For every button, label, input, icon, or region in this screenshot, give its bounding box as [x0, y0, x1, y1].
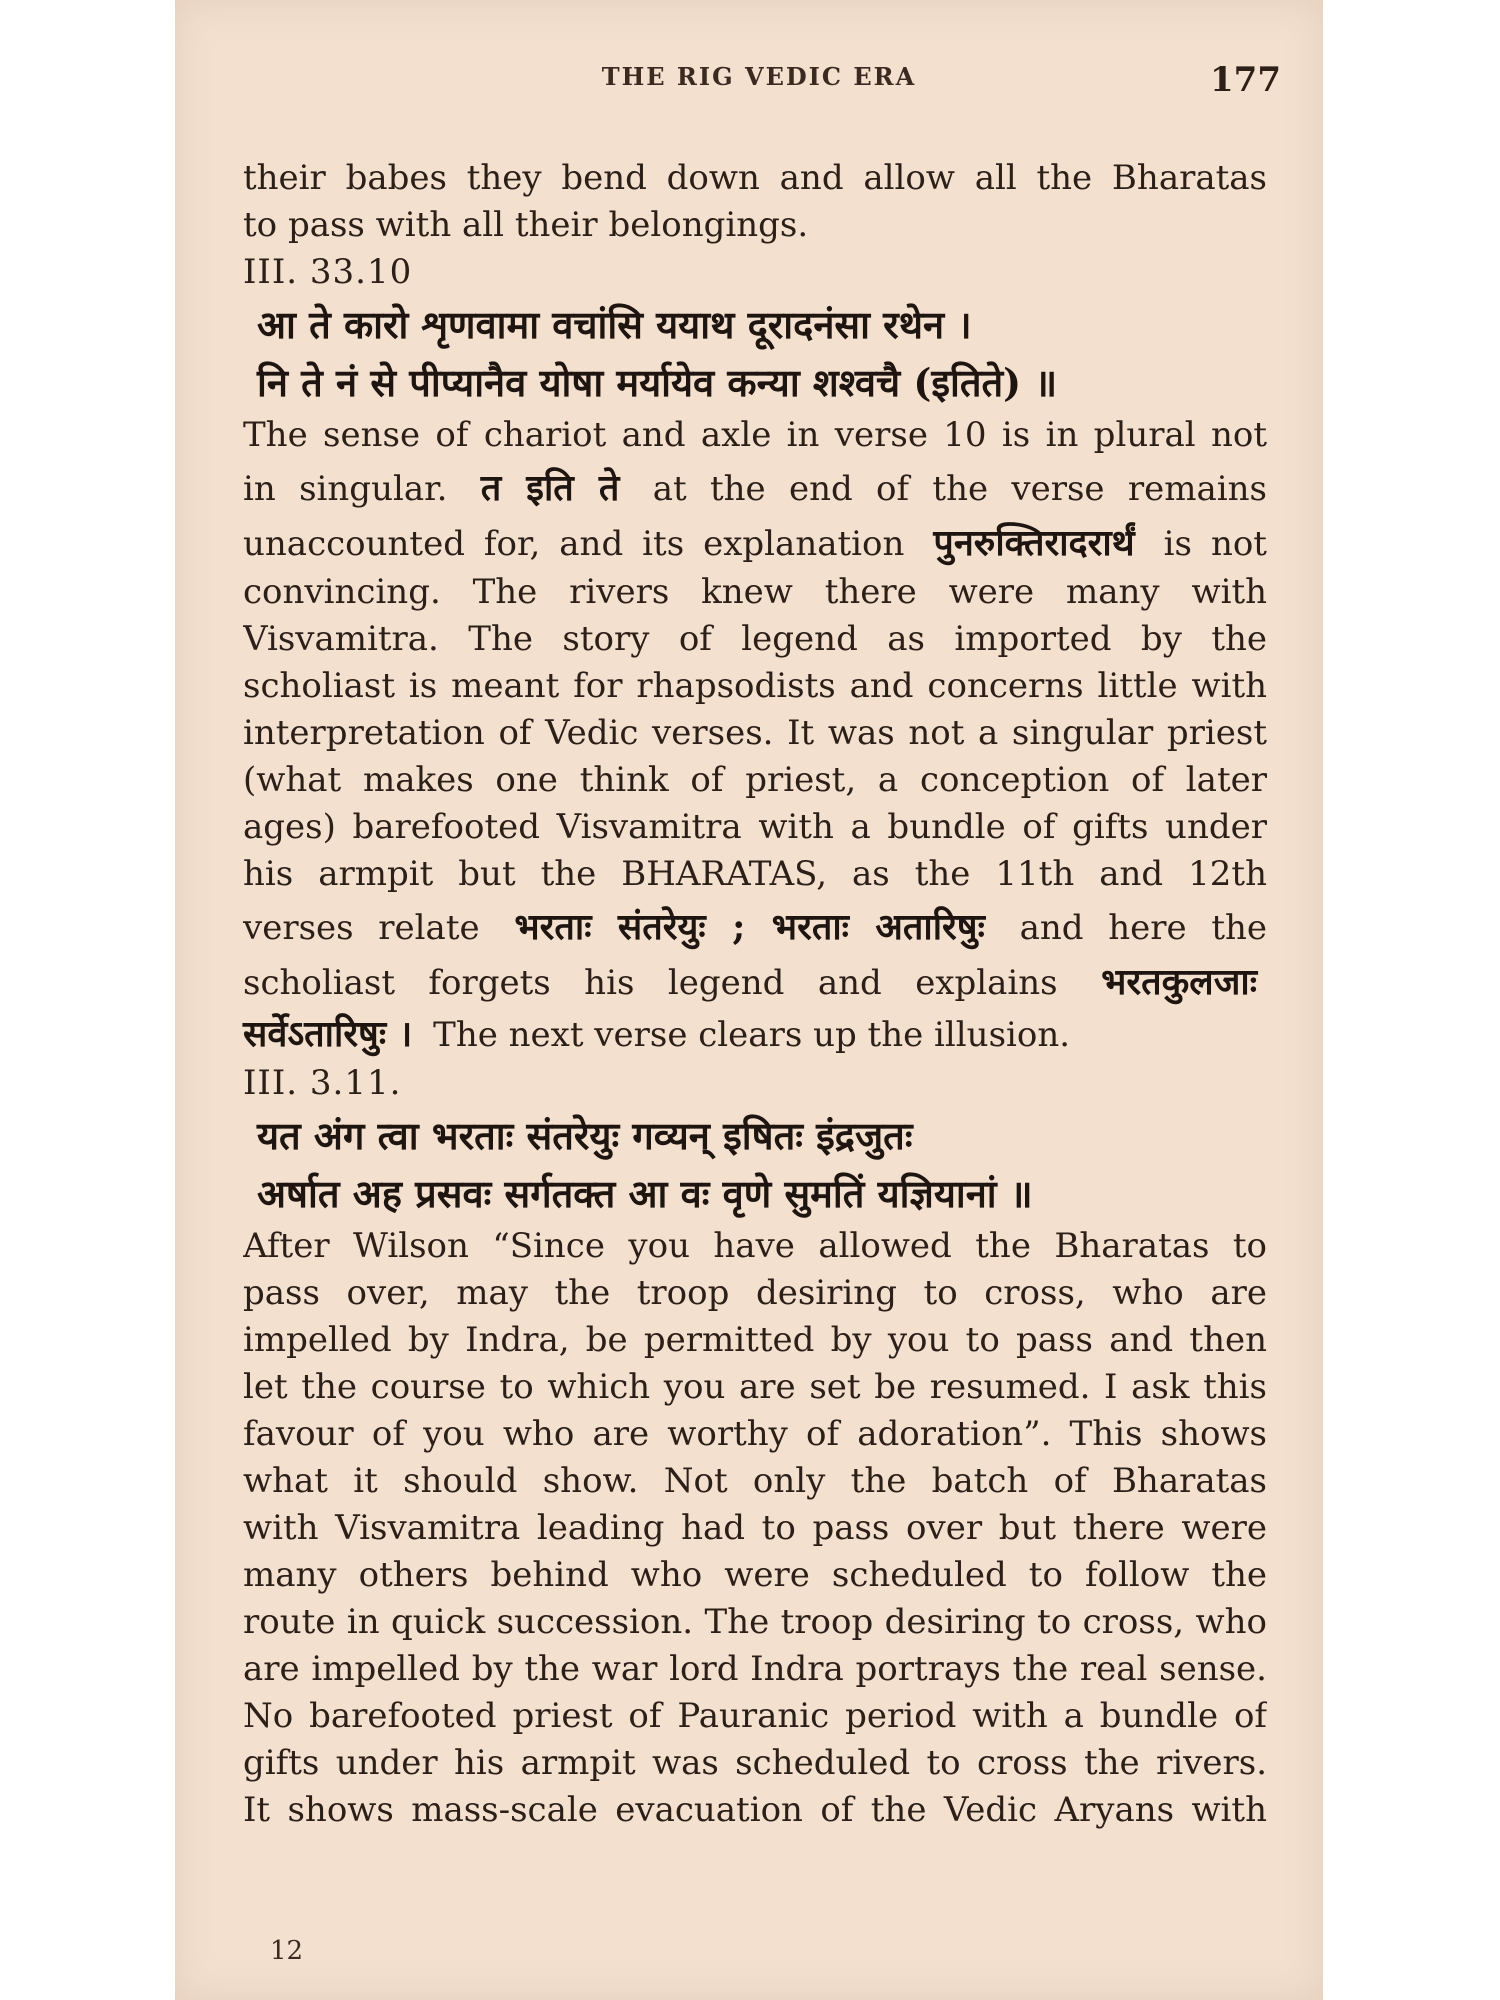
text-line-mixed: [243, 1008, 1267, 1060]
text-line-mixed: [243, 517, 1267, 569]
text-line: route in quick succession. The troop desiring to cross, who: [243, 1602, 1267, 1642]
text-fragment: in singular.: [243, 469, 448, 509]
sanskrit-verse-line: नि ते नं से पीप्यानैव योषा मर्यायेव कन्या शश्वचै (इतिते) ॥: [257, 360, 1058, 405]
text-line: let the course to which you are set be resumed. I ask this: [243, 1367, 1267, 1407]
sanskrit-inline: पुनरुक्तिरादरार्थं: [933, 522, 1135, 564]
sanskrit-inline: सर्वेऽतारिषुः ।: [243, 1013, 413, 1055]
text-line: their babes they bend down and allow all the Bharatas: [243, 158, 1267, 198]
text-line-mixed: [243, 459, 1267, 517]
verse-reference: III. 33.10: [243, 252, 413, 292]
text-line-mixed: [243, 956, 1267, 1008]
text-line: convincing. The rivers knew there were many with: [243, 572, 1267, 612]
signature-mark: 12: [270, 1936, 304, 1966]
text-fragment: is not: [1163, 524, 1267, 564]
book-page: [175, 0, 1323, 2000]
text-line: are impelled by the war lord Indra portrays the real sense.: [243, 1649, 1267, 1689]
sanskrit-inline: त इति ते: [480, 467, 620, 509]
text-line-mixed: [243, 898, 1267, 956]
text-line: ages) barefooted Visvamitra with a bundle of gifts under: [243, 807, 1267, 847]
text-line: many others behind who were scheduled to follow the: [243, 1555, 1267, 1595]
verse-reference: III. 3.11.: [243, 1063, 402, 1103]
sanskrit-verse-line: यत अंग त्वा भरताः संतरेयुः गव्यन् इषितः इंद्रजुतः: [257, 1113, 913, 1158]
text-line: scholiast is meant for rhapsodists and concerns little with: [243, 666, 1267, 706]
page-body: [243, 155, 1267, 1834]
text-line: to pass with all their belongings.: [243, 205, 809, 245]
sanskrit-inline: भरताः संतरेयुः ; भरताः अतारिषुः: [514, 906, 985, 948]
page-number: 177: [1210, 60, 1281, 100]
text-line: pass over, may the troop desiring to cross, who are: [243, 1273, 1267, 1313]
text-fragment: at the end of the verse remains: [652, 469, 1267, 509]
text-line: his armpit but the BHARATAS, as the 11th and 12th: [243, 854, 1267, 894]
text-line: gifts under his armpit was scheduled to cross the rivers.: [243, 1743, 1267, 1783]
text-fragment: The next verse clears up the illusion.: [433, 1015, 1071, 1055]
text-fragment: verses relate: [243, 908, 480, 948]
running-title: THE RIG VEDIC ERA: [601, 62, 917, 91]
text-line: interpretation of Vedic verses. It was not a singular priest: [243, 713, 1267, 753]
sanskrit-verse-line: अर्षात अह प्रसवः सर्गतक्त आ वः वृणे सुमतिं यज्ञियानां ॥: [257, 1171, 1033, 1216]
text-line: (what makes one think of priest, a conception of later: [243, 760, 1267, 800]
text-fragment: and here the: [1019, 908, 1267, 948]
text-line: No barefooted priest of Pauranic period with a bundle of: [243, 1696, 1267, 1736]
sanskrit-inline: भरतकुलजाः: [1101, 961, 1258, 1003]
text-line: After Wilson “Since you have allowed the Bharatas to: [243, 1226, 1267, 1266]
text-fragment: scholiast forgets his legend and explains: [243, 963, 1058, 1003]
text-line: Visvamitra. The story of legend as imported by the: [243, 619, 1267, 659]
text-line: impelled by Indra, be permitted by you to pass and then: [243, 1320, 1267, 1360]
text-line: with Visvamitra leading had to pass over but there were: [243, 1508, 1267, 1548]
text-line: It shows mass-scale evacuation of the Vedic Aryans with: [243, 1790, 1267, 1830]
sanskrit-verse-line: आ ते कारो शृणवामा वचांसि ययाथ दूरादनंसा रथेन ।: [257, 302, 972, 347]
text-line: The sense of chariot and axle in verse 10 is in plural not: [243, 415, 1267, 455]
text-fragment: unaccounted for, and its explanation: [243, 524, 905, 564]
text-line: what it should show. Not only the batch of Bharatas: [243, 1461, 1267, 1501]
text-line: favour of you who are worthy of adoration”. This shows: [243, 1414, 1267, 1454]
